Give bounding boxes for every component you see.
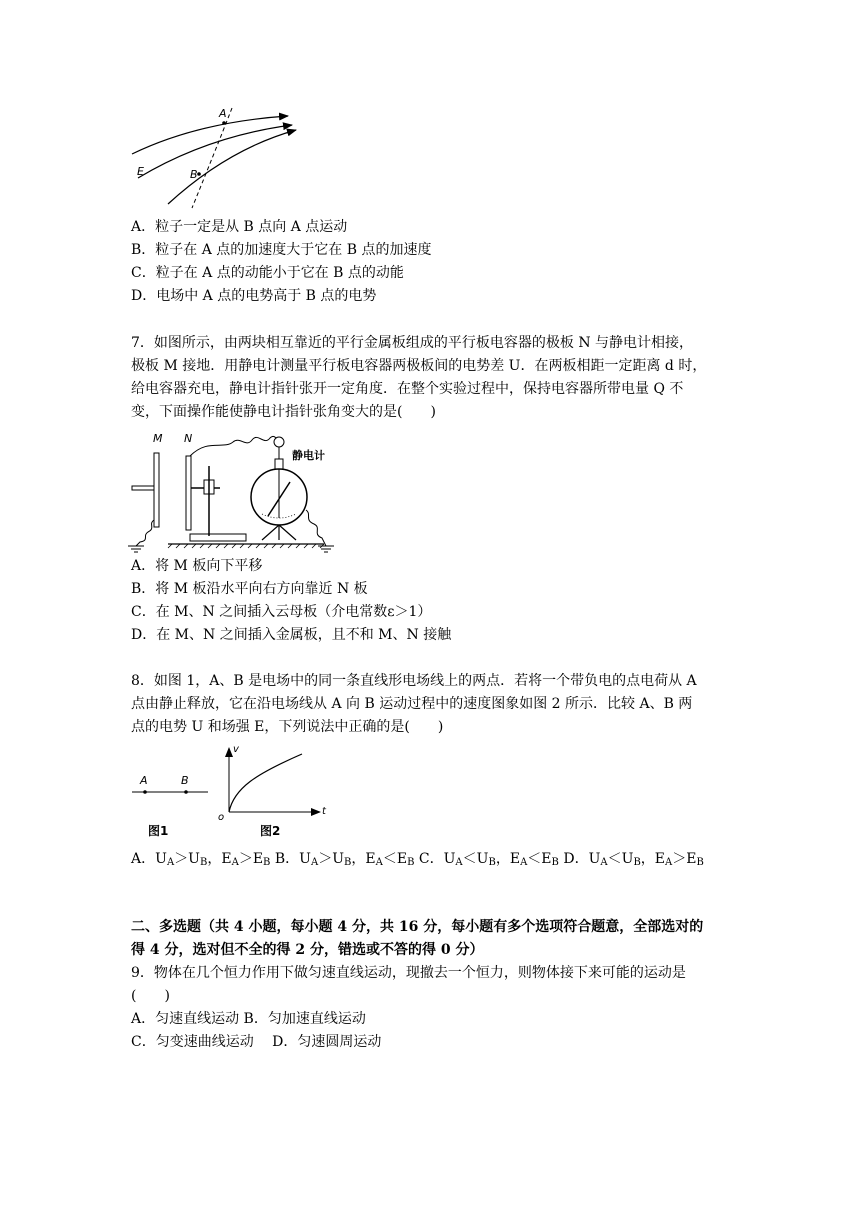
field-line-top <box>132 116 288 154</box>
fig2-caption: 图2 <box>260 824 281 838</box>
electroscope-leg-left <box>262 525 279 540</box>
q6-option-d: D．电场中 A 点的电势高于 B 点的电势 <box>131 288 377 304</box>
plate-m-ground-wire <box>136 520 154 546</box>
fig1-point-a-label: A <box>140 774 148 787</box>
q8-option-b: B．$U_A>U_B$，$E_A<E_B$ <box>274 851 415 868</box>
ground-symbol-right <box>318 546 334 552</box>
q6-option-c: C．粒子在 A 点的动能小于它在 B 点的动能 <box>131 265 404 281</box>
q7-option-a: A．将 M 板向下平移 <box>131 558 263 574</box>
q9-stem-line-1: 9．物体在几个恒力作用下做匀速直线运动，现撤去一个恒力，则物体接下来可能的运动是 <box>131 965 686 981</box>
q8-stem-line-3: 点的电势 U 和场强 E，下列说法中正确的是( ) <box>131 719 444 735</box>
q7-option-b: B．将 M 板沿水平向右方向靠近 N 板 <box>131 581 368 597</box>
q6-option-a: A．粒子一定是从 B 点向 A 点运动 <box>131 219 348 235</box>
plate-m-label: M <box>153 432 163 445</box>
plate-m <box>154 453 159 527</box>
q9-option-row-2: C．匀变速曲线运动 D．匀速圆周运动 <box>131 1034 382 1050</box>
q8-option-c: C．$U_A<U_B$，$E_A<E_B$ <box>418 851 559 868</box>
q7-option-c: C．在 M、N 之间插入云母板（介电常数ε＞1） <box>131 604 432 620</box>
point-b-label: B <box>190 168 198 181</box>
section2-title-line-1: 二、多选题（共 4 小题，每小题 4 分，共 16 分，每小题有多个选项符合题意，全部选对的 <box>131 919 704 935</box>
field-line-bottom <box>168 130 296 204</box>
fig1-point-b-label: B <box>181 774 189 787</box>
q7-stem-line-4: 变，下面操作能使静电计指针张角变大的是( ) <box>131 404 436 420</box>
q7-option-d: D．在 M、N 之间插入金属板，且不和 M、N 接触 <box>131 627 452 643</box>
origin-label: o <box>218 812 225 823</box>
electroscope-figure <box>128 428 340 554</box>
connecting-wire <box>190 436 280 456</box>
section2-title-line-2: 得 4 分，选对但不全的得 2 分，错选或不答的得 0 分） <box>131 942 484 958</box>
stand-base <box>190 534 246 541</box>
q8-stem-line-1: 8．如图 1，A、B 是电场中的同一条直线形电场线上的两点．若将一个带负电的点电荷从 A <box>131 673 697 689</box>
electroscope-leg-right <box>279 525 296 540</box>
plate-n-label: N <box>184 432 193 445</box>
q9-stem-line-2: ( ) <box>131 988 170 1004</box>
q7-stem-line-1: 7．如图所示，由两块相互靠近的平行金属板组成的平行板电容器的极板 N 与静电计相接， <box>131 335 694 351</box>
electroscope-insulator <box>275 459 283 469</box>
q8-option-a: A．$U_A>U_B$，$E_A>E_B$ <box>131 851 271 868</box>
plate-m-handle <box>132 486 154 490</box>
point-a-label: A <box>219 107 227 120</box>
field-e-label: E <box>137 165 144 178</box>
trajectory-dashed <box>192 108 232 208</box>
electroscope-knob <box>274 437 284 447</box>
q7-stem-line-3: 给电容器充电，静电计指针张开一定角度．在整个实验过程中，保持电容器所带电量 Q 不 <box>131 381 684 397</box>
electroscope-ground-wire <box>306 510 326 546</box>
q8-figures <box>128 742 338 842</box>
q9-option-row-1: A．匀速直线运动 B．匀加速直线运动 <box>131 1011 366 1027</box>
q8-option-d: D．$U_A<U_B$，$E_A>E_B$ <box>563 851 704 868</box>
fig1-caption: 图1 <box>148 824 169 838</box>
field-line-middle <box>138 125 292 178</box>
point-a-dot <box>143 790 147 794</box>
point-b-dot <box>184 790 188 794</box>
q8-options <box>131 849 704 869</box>
velocity-curve <box>229 754 302 812</box>
plate-n <box>186 456 191 530</box>
point-b-dot <box>197 172 201 176</box>
ground-symbol-left <box>128 546 144 552</box>
field-lines-figure <box>128 104 308 214</box>
q7-stem-line-2: 极板 M 接地．用静电计测量平行板电容器两极板间的电势差 U．在两板相距一定距离 d 时， <box>131 358 707 374</box>
q8-stem-line-2: 点由静止释放，它在沿电场线从 A 向 B 运动过程中的速度图象如图 2 所示．比较 A、B 两 <box>131 696 693 712</box>
electroscope-label: 静电计 <box>292 449 325 462</box>
point-a-dot <box>222 121 226 125</box>
v-axis-label: v <box>233 744 239 755</box>
t-axis-label: t <box>322 806 326 817</box>
q6-option-b: B．粒子在 A 点的加速度大于它在 B 点的加速度 <box>131 242 432 258</box>
